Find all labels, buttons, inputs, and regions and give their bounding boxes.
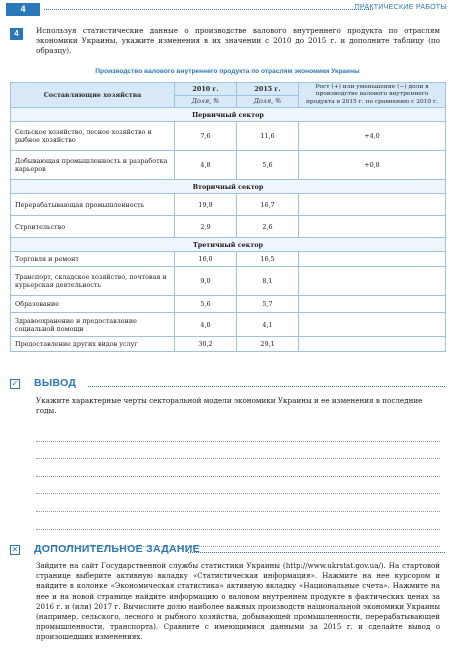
row-2010: 2,9 — [175, 216, 237, 238]
page-number: 4 — [6, 3, 40, 16]
table-row — [11, 337, 446, 352]
table-caption: Производство валового внутреннего продукта по отраслям экономики Украины — [95, 68, 360, 75]
row-2010: 4,0 — [175, 313, 237, 337]
conclusion-title: ВЫВОД — [34, 377, 77, 389]
conclusion-prompt: Укажите характерные черты секторальной модели экономики Украины и ее изменения в последние годы. — [36, 396, 423, 415]
answer-line[interactable] — [36, 459, 440, 477]
table-row — [11, 194, 446, 216]
header-divider — [44, 9, 373, 10]
row-2015: 5,6 — [237, 151, 299, 180]
row-2010: 4,8 — [175, 151, 237, 180]
answer-lines[interactable] — [36, 424, 440, 547]
row-change[interactable] — [299, 194, 446, 216]
table-row — [11, 216, 446, 238]
task-number-badge: 4 — [10, 28, 23, 40]
table-row — [11, 151, 446, 180]
header-share-2010: Доля, % — [175, 95, 237, 108]
row-name: Образование — [11, 296, 175, 313]
gdp-table — [10, 82, 446, 352]
header-2010: 2010 г. — [175, 83, 237, 96]
row-2010: 5,6 — [175, 296, 237, 313]
row-name: Предоставление других видов услуг — [11, 337, 175, 352]
row-2015: 29,1 — [237, 337, 299, 352]
answer-line[interactable] — [36, 477, 440, 495]
row-name: Здравоохранение и предоставление социальной помощи — [11, 313, 175, 337]
answer-line[interactable] — [36, 494, 440, 512]
answer-line[interactable] — [36, 442, 440, 460]
row-name: Торговля и ремонт — [11, 252, 175, 267]
extra-task-divider — [188, 552, 445, 553]
row-change[interactable] — [299, 337, 446, 352]
row-2010: 16,0 — [175, 252, 237, 267]
table-row — [11, 296, 446, 313]
row-2010: 9,0 — [175, 267, 237, 296]
sector-title-tertiary: Третичный сектор — [11, 238, 446, 252]
row-2015: 16,7 — [237, 194, 299, 216]
section-title: ПРАКТИЧЕСКИЕ РАБОТЫ — [354, 4, 447, 11]
sector-title-primary: Первичный сектор — [11, 108, 446, 122]
header-change: Рост (+) или уменьшение (−) доли в производстве валового внутреннего продукта в 2015 г. по сравнению с 2010 г. — [299, 83, 446, 108]
header-2015: 2015 г. — [237, 83, 299, 96]
row-2010: 30,2 — [175, 337, 237, 352]
table-row — [11, 267, 446, 296]
row-change[interactable]: +0,8 — [299, 151, 446, 180]
conclusion-divider — [88, 386, 445, 387]
row-2015: 8,1 — [237, 267, 299, 296]
row-2015: 16,5 — [237, 252, 299, 267]
sector-title-secondary: Вторичный сектор — [11, 180, 446, 194]
table-row — [11, 252, 446, 267]
page-header — [0, 0, 455, 18]
table-row — [11, 122, 446, 151]
row-2015: 2,6 — [237, 216, 299, 238]
checkmark-icon: ✓ — [11, 379, 19, 388]
row-name: Транспорт, складское хозяйство, почтовая и курьерская деятельность — [11, 267, 175, 296]
cross-box-icon: ✕ — [11, 545, 19, 554]
row-2010: 7,6 — [175, 122, 237, 151]
row-2015: 11,6 — [237, 122, 299, 151]
row-change[interactable] — [299, 296, 446, 313]
row-2010: 19,9 — [175, 194, 237, 216]
row-name: Строительство — [11, 216, 175, 238]
row-change[interactable]: +4,0 — [299, 122, 446, 151]
header-sector: Составляющие хозяйства — [11, 83, 175, 108]
row-change[interactable] — [299, 267, 446, 296]
extra-task-title: ДОПОЛНИТЕЛЬНОЕ ЗАДАНИЕ — [34, 543, 200, 555]
row-2015: 5,7 — [237, 296, 299, 313]
row-change[interactable] — [299, 252, 446, 267]
row-change[interactable] — [299, 216, 446, 238]
header-share-2015: Доля, % — [237, 95, 299, 108]
table-row — [11, 313, 446, 337]
answer-line[interactable] — [36, 512, 440, 530]
row-name: Добывающая промышленность и разработка карьеров — [11, 151, 175, 180]
answer-line[interactable] — [36, 424, 440, 442]
row-change[interactable] — [299, 313, 446, 337]
row-name: Перерабатывающая промышленность — [11, 194, 175, 216]
row-name: Сельское хозяйство, лесное хозяйство и рыбное хозяйство — [11, 122, 175, 151]
task-instructions: Используя статистические данные о производстве валового внутреннего продукта по отраслям экономики Украины, укажите изменения в их значении с 2010 до 2015 г. и дополните таблицу (по образцу). — [36, 26, 440, 55]
row-2015: 4,1 — [237, 313, 299, 337]
extra-task-text: Зайдите на сайт Государственной службы статистики Украины (http://www.ukrstat.gov.ua/). На стартовой странице выберите активную вкладку «Статистическая информация». Нажмите на нее курсором и найдите в колонке «Экономическая статистика» активную вкладку «Национальные счета». Нажмите на нее и на новой странице найдите информацию о валовом внутреннем продукте в фактических ценах за 2016 г. и (или) 2017 г. Вычислите долю наиболее важных производств национальной экономики Украины (например, сельского, лесного и рыбного хозяйства, добывающей промышленности, перерабатывающей промышленности, транспорта). Сравните с имеющимися данными за 2015 г. и сделайте вывод о произошедших изменениях. — [36, 561, 440, 642]
